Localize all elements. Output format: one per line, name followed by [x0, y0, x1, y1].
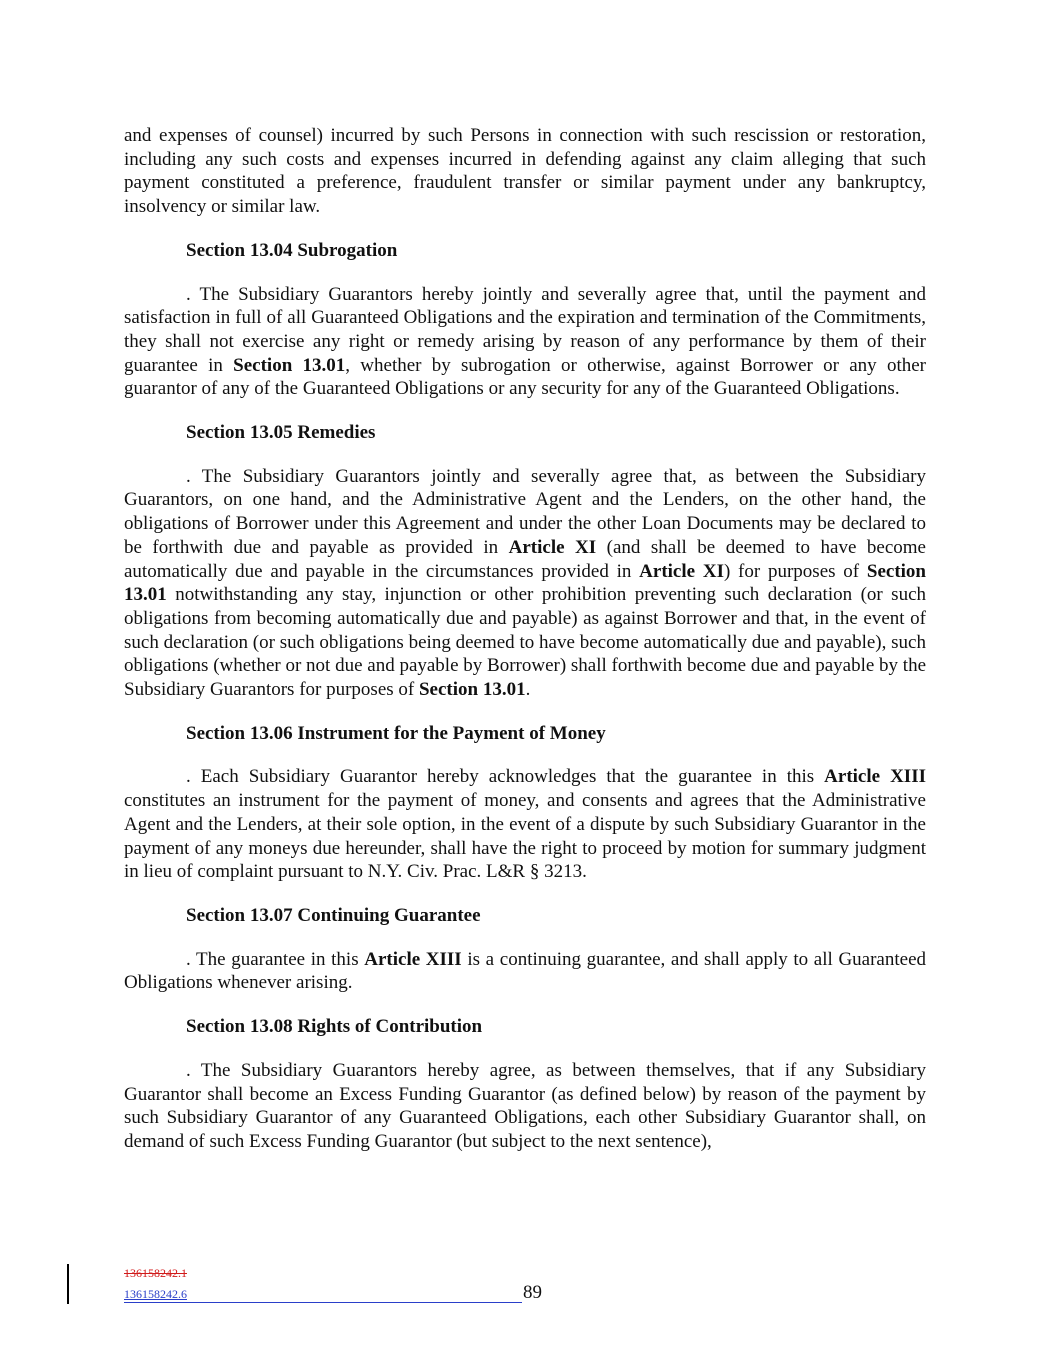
section-13-08-heading: Section 13.08 Rights of Contribution: [186, 1016, 483, 1038]
section-13-05-paragraph: . The Subsidiary Guarantors jointly and severally agree that, as between the Subsidiary Guarantors, on one hand, and the Administrative Agent and the Lenders, on the other hand, the obligations of Borrower under this Agreement and under the other Loan Documents may be declared to be forthwith due and payable as provided in Article XI (and shall be deemed to have become automatically due and payable in the circumstances provided in Article XI) for purposes of Section 13.01 notwithstanding any stay, injunction or other prohibition preventing such declaration (or such obligations from becoming automatically due and payable) as against Borrower and that, in the event of such declaration (or such obligations being deemed to have become automatically due and payable), such obligations (whether or not due and payable by Borrower) shall forthwith become due and payable by the Subsidiary Guarantors for purposes of Section 13.01.: [124, 465, 926, 701]
continuation-paragraph: and expenses of counsel) incurred by such Persons in connection with such rescission or restoration, including any such costs and expenses incurred in defending against any claim alleging that such payment constituted a preference, fraudulent transfer or similar payment under any bankruptcy, insolvency or similar law.: [124, 125, 926, 218]
footer-doc-ids: [124, 1266, 554, 1303]
old-document-id: 136158242.1: [124, 1266, 187, 1280]
section-13-08-paragraph: . The Subsidiary Guarantors hereby agree, as between themselves, that if any Subsidiary Guarantor shall become an Excess Funding Guarantor (as defined below) by reason of the payment by such Subsidiary Guarantor of any Guaranteed Obligations, each other Subsidiary Guarantor shall, on demand of such Excess Funding Guarantor (but subject to the next sentence),: [124, 1059, 926, 1152]
new-document-id: 136158242.6: [124, 1287, 522, 1303]
section-13-07-heading: Section 13.07 Continuing Guarantee: [186, 904, 481, 926]
document-body: [124, 124, 926, 1154]
section-13-04-paragraph: . The Subsidiary Guarantors hereby jointly and severally agree that, until the payment and satisfaction in full of all Guaranteed Obligations and the expiration and termination of the Commitments, they shall not exercise any right or remedy arising by reason of any performance by them of their guarantee in Section 13.01, whether by subrogation or otherwise, against Borrower or any other guarantor of any of the Guaranteed Obligations or any security for any of the Guaranteed Obligations.: [124, 283, 926, 400]
section-13-05-heading: Section 13.05 Remedies: [186, 422, 376, 444]
section-13-06-paragraph: . Each Subsidiary Guarantor hereby acknowledges that the guarantee in this Article XIII constitutes an instrument for the payment of money, and consents and agrees that the Administrative Agent and the Lenders, at their sole option, in the event of a dispute by such Subsidiary Guarantor in the payment of any moneys due hereunder, shall have the right to proceed by motion for summary judgment in lieu of complaint pursuant to N.Y. Civ. Prac. L&R § 3213.: [124, 766, 926, 883]
section-13-04-heading: Section 13.04 Subrogation: [186, 239, 398, 261]
section-13-06-heading: Section 13.06 Instrument for the Payment of Money: [186, 722, 606, 744]
section-13-07-paragraph: . The guarantee in this Article XIII is a continuing guarantee, and shall apply to all Guaranteed Obligations whenever arising.: [124, 948, 927, 994]
change-bar: [67, 1264, 69, 1304]
page-number: 89: [523, 1282, 542, 1303]
